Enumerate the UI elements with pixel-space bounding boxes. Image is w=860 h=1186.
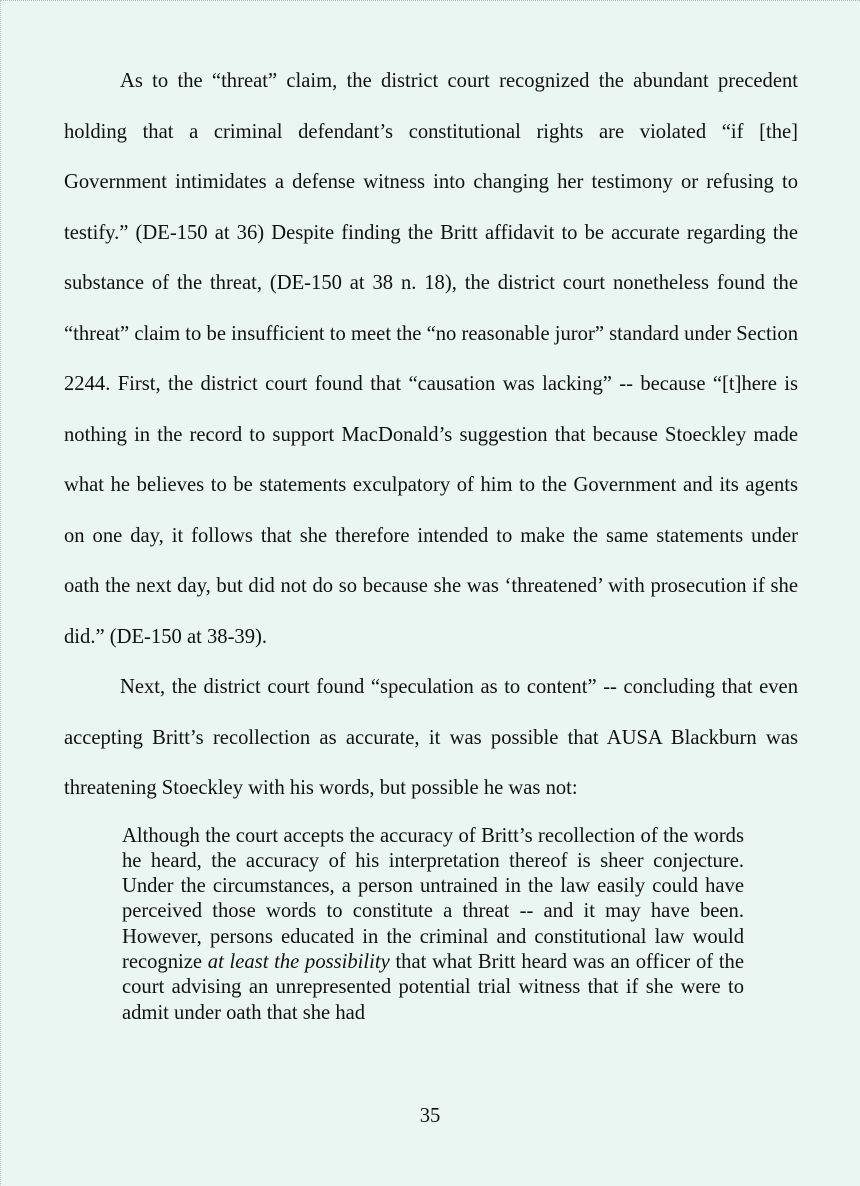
page-top-border xyxy=(0,0,860,4)
page-left-border xyxy=(0,0,3,1186)
block-quote-text-start: Although the court accepts the accuracy of Britt’s recollection of the words he heard, the accuracy of his interpretation thereof is sheer conjecture. Under the circumstances, a person untrained in the law easily could have perceived those words to constitute a threat -- and it may have been. However, persons educated in the criminal and constitutional law would recognize xyxy=(122,824,744,973)
block-quote xyxy=(122,824,744,1026)
block-quote-text-end: that what Britt heard was an officer of the court advising an unrepresented potential trial witness that if she were to admit under oath that she had xyxy=(122,950,744,1024)
page-number: 35 xyxy=(419,1105,441,1127)
block-quote-emphasis: at least the possibility xyxy=(207,950,390,973)
document-page xyxy=(64,56,798,1026)
paragraph-threat-claim: As to the “threat” claim, the district court recognized the abundant precedent holding that a criminal defendant’s constitutional rights are violated “if [the] Government intimidates a defense witness into changing her testimony or refusing to testify.” (DE-150 at 36) Despite finding the Britt affidavit to be accurate regarding the substance of the threat, (DE-150 at 38 n. 18), the district court nonetheless found the “threat” claim to be insufficient to meet the “no reasonable juror” standard under Section 2244. First, the district court found that “causation was lacking” -- because “[t]here is nothing in the record to support MacDonald’s suggestion that because Stoeckley made what he believes to be statements exculpatory of him to the Government and its agents on one day, it follows that she therefore intended to make the same statements under oath the next day, but did not do so because she was ‘threatened’ with prosecution if she did.” (DE-150 at 38-39). xyxy=(64,70,798,648)
paragraph-speculation-content: Next, the district court found “speculation as to content” -- concluding that even accepting Britt’s recollection as accurate, it was possible that AUSA Blackburn was threatening Stoeckley with his words, but possible he was not: xyxy=(64,676,798,799)
